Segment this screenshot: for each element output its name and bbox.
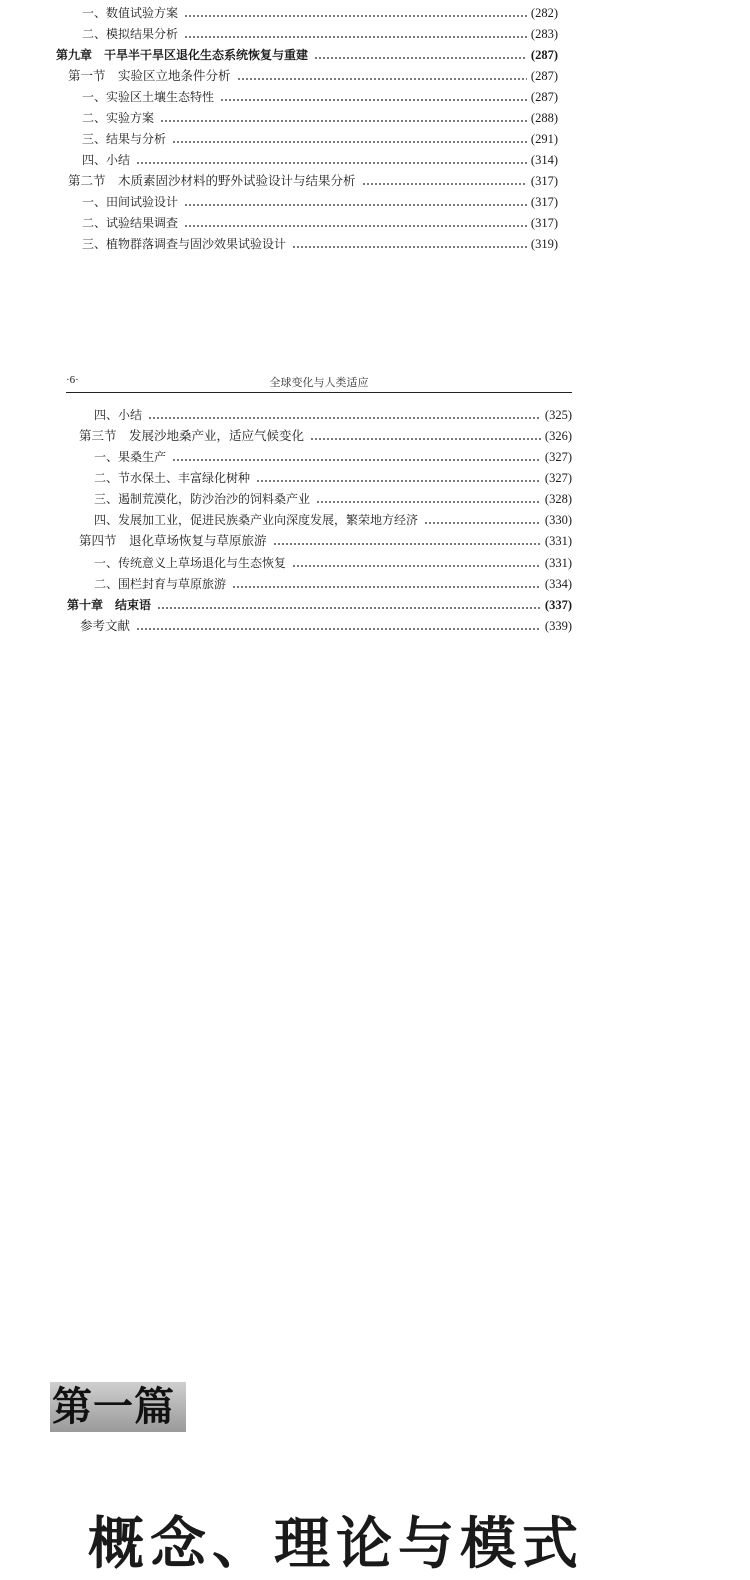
toc-entry (82, 236, 558, 252)
toc-entry-label: 三、遏制荒漠化，防沙治沙的饲料桑产业 (94, 492, 311, 506)
page-number: ·6· (66, 374, 79, 386)
toc-entry (94, 470, 572, 486)
toc-entry-page: (326) (544, 429, 572, 443)
toc-entry-page: (331) (544, 556, 572, 570)
toc-entry-page: (339) (544, 619, 572, 633)
leader-dots (172, 459, 541, 461)
leader-dots (237, 78, 527, 80)
toc-entry-label: 一、田间试验设计 (82, 195, 179, 209)
leader-dots (184, 15, 527, 17)
toc-entry-page: (328) (544, 492, 572, 506)
toc-entry (82, 152, 558, 168)
leader-dots (136, 628, 541, 630)
toc-entry-label: 一、果桑生产 (94, 450, 167, 464)
toc-entry-label: 三、植物群落调查与固沙效果试验设计 (82, 237, 287, 251)
toc-entry-label: 二、节水保土、丰富绿化树种 (94, 471, 251, 485)
toc-entry-page: (287) (530, 48, 558, 62)
toc-entry (94, 576, 572, 592)
toc-entry-page: (314) (530, 153, 558, 167)
toc-entry (94, 512, 572, 528)
running-head (66, 372, 572, 393)
toc-entry-label: 一、实验区土壤生态特性 (82, 90, 215, 104)
toc-section-entry (79, 533, 572, 549)
leader-dots (316, 501, 541, 503)
toc-entry-page: (334) (544, 577, 572, 591)
toc-entry-label: 四、小结 (82, 153, 131, 167)
toc-entry-page: (319) (530, 237, 558, 251)
toc-entry-label: 二、试验结果调查 (82, 216, 179, 230)
toc-chapter-entry (67, 597, 572, 613)
toc-entry (82, 110, 558, 126)
leader-dots (184, 204, 527, 206)
book-title: 全球变化与人类适应 (269, 376, 369, 389)
toc-entry-label: 二、实验方案 (82, 111, 155, 125)
toc-section-entry (68, 173, 558, 189)
leader-dots (148, 417, 541, 419)
toc-chapter-entry (56, 47, 558, 63)
leader-dots (314, 57, 527, 59)
toc-section-entry (68, 68, 558, 84)
toc-entry-page: (291) (530, 132, 558, 146)
part-label-banner (50, 1382, 186, 1432)
toc-entry-page: (287) (530, 69, 558, 83)
toc-entry (82, 5, 558, 21)
toc-entry-page: (325) (544, 408, 572, 422)
toc-entry-page: (327) (544, 471, 572, 485)
toc-entry (82, 194, 558, 210)
toc-entry (82, 215, 558, 231)
toc-entry (94, 555, 572, 571)
leader-dots (160, 120, 527, 122)
leader-dots (273, 543, 541, 545)
toc-entry (82, 131, 558, 147)
toc-entry-page: (327) (544, 450, 572, 464)
toc-section-entry (79, 428, 572, 444)
part-title: 概念、理论与模式 (88, 1512, 584, 1577)
leader-dots (310, 438, 541, 440)
leader-dots (424, 522, 541, 524)
toc-entry-label: 参考文献 (80, 618, 131, 633)
leader-dots (136, 162, 527, 164)
leader-dots (220, 99, 527, 101)
toc-entry-label: 四、发展加工业，促进民族桑产业向深度发展，繁荣地方经济 (94, 513, 419, 527)
toc-entry-label: 第十章 结束语 (67, 598, 152, 612)
toc-entry-label: 二、模拟结果分析 (82, 27, 179, 41)
leader-dots (184, 225, 527, 227)
toc-entry-label: 第九章 干旱半干旱区退化生态系统恢复与重建 (56, 48, 309, 62)
toc-entry-page: (288) (530, 111, 558, 125)
leader-dots (292, 246, 527, 248)
leader-dots (256, 480, 541, 482)
toc-entry-page: (287) (530, 90, 558, 104)
leader-dots (292, 565, 541, 567)
leader-dots (362, 183, 527, 185)
toc-entry-page: (283) (530, 27, 558, 41)
toc-entry (94, 449, 572, 465)
toc-entry-label: 一、数值试验方案 (82, 6, 179, 20)
leader-dots (232, 586, 541, 588)
part-label: 第一篇 (52, 1384, 175, 1430)
toc-entry-page: (317) (530, 195, 558, 209)
toc-entry (94, 407, 572, 423)
toc-entry-label: 第四节 退化草场恢复与草原旅游 (79, 533, 267, 548)
toc-entry-label: 第一节 实验区立地条件分析 (68, 68, 231, 83)
toc-entry (82, 89, 558, 105)
toc-entry-page: (317) (530, 174, 558, 188)
toc-entry-page: (331) (544, 534, 572, 548)
toc-entry-label: 四、小结 (94, 408, 143, 422)
toc-entry (82, 26, 558, 42)
toc-entry (94, 491, 572, 507)
leader-dots (172, 141, 527, 143)
leader-dots (157, 607, 541, 609)
toc-entry-label: 三、结果与分析 (82, 132, 167, 146)
toc-entry-page: (337) (544, 598, 572, 612)
toc-entry-page: (317) (530, 216, 558, 230)
leader-dots (184, 36, 527, 38)
toc-entry-label: 一、传统意义上草场退化与生态恢复 (94, 556, 287, 570)
toc-entry-label: 第二节 木质素固沙材料的野外试验设计与结果分析 (68, 173, 356, 188)
toc-entry-label: 第三节 发展沙地桑产业，适应气候变化 (79, 428, 305, 443)
toc-entry-page: (282) (530, 6, 558, 20)
toc-entry-label: 二、围栏封育与草原旅游 (94, 577, 227, 591)
toc-entry-page: (330) (544, 513, 572, 527)
toc-section-entry (80, 618, 572, 634)
